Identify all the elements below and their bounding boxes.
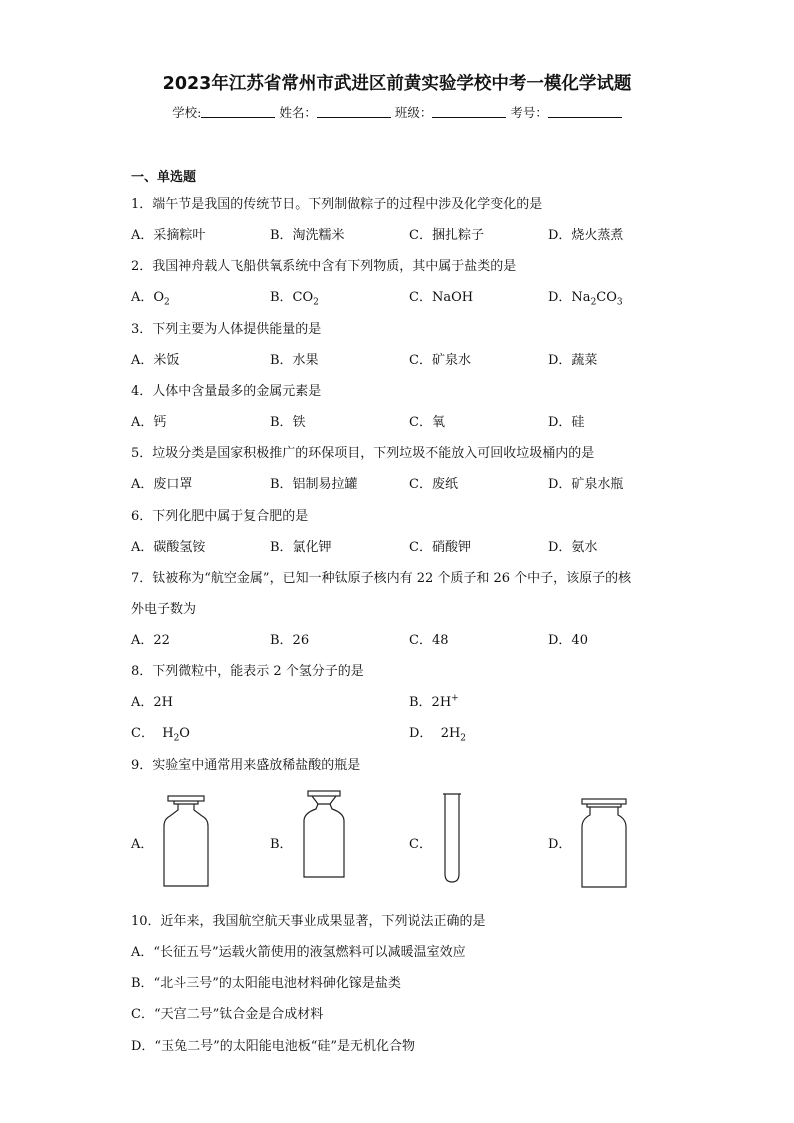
question-7-option-b[interactable]: B．26 xyxy=(270,633,310,648)
question-7-option-c[interactable]: C．48 xyxy=(409,633,449,648)
question-3-option-c[interactable]: C．矿泉水 xyxy=(409,353,471,368)
question-5-option-b[interactable]: B．铝制易拉罐 xyxy=(270,477,358,492)
question-4-stem: 4．人体中含量最多的金属元素是 xyxy=(131,384,322,399)
question-10-option-a[interactable]: A．“长征五号”运载火箭使用的液氢燃料可以减暖温室效应 xyxy=(131,945,466,960)
question-1-stem: 1．端午节是我国的传统节日。下列制做粽子的过程中涉及化学变化的是 xyxy=(131,197,543,212)
question-5-option-a[interactable]: A．废口罩 xyxy=(131,477,193,492)
school-label: 学校: xyxy=(172,105,202,120)
narrow-mouth-bottle-stopper-image xyxy=(298,789,350,881)
question-10-option-c[interactable]: C．“天宫二号”钛合金是合成材料 xyxy=(131,1007,324,1022)
question-2-option-c[interactable]: C．NaOH xyxy=(409,290,474,305)
question-8-option-c[interactable]: C． $H_2O$ xyxy=(131,726,190,744)
section-title: 一、单选题 xyxy=(131,170,197,185)
test-tube-image xyxy=(440,792,464,884)
question-8-option-d[interactable]: D． $2H_2$ xyxy=(409,726,467,744)
question-9-option-b[interactable]: B． xyxy=(270,837,293,852)
question-4-option-c[interactable]: C．氧 xyxy=(409,415,445,430)
question-2-option-b[interactable]: B．$CO_2$ xyxy=(270,290,319,308)
question-6-option-c[interactable]: C．硝酸钾 xyxy=(409,540,471,555)
narrow-mouth-bottle-ground-stopper-image xyxy=(158,794,214,890)
question-8-stem: 8．下列微粒中，能表示 2 个氢分子的是 xyxy=(131,664,364,679)
question-7-stem-line2: 外电子数为 xyxy=(131,602,197,617)
question-9-option-a[interactable]: A． xyxy=(131,837,154,852)
class-label: 班级： xyxy=(394,105,433,120)
question-1-option-d[interactable]: D．烧火蒸煮 xyxy=(548,228,624,243)
question-1-option-b[interactable]: B．淘洗糯米 xyxy=(270,228,345,243)
question-10-stem: 10．近年来，我国航空航天事业成果显著，下列说法正确的是 xyxy=(131,914,486,929)
name-blank[interactable] xyxy=(317,105,391,118)
question-6-option-b[interactable]: B．氯化钾 xyxy=(270,540,332,555)
question-9-stem: 9．实验室中通常用来盛放稀盐酸的瓶是 xyxy=(131,758,361,773)
question-2-option-a[interactable]: A．$O_2$ xyxy=(131,290,170,308)
question-5-option-d[interactable]: D．矿泉水瓶 xyxy=(548,477,624,492)
name-label: 姓名： xyxy=(279,105,317,120)
question-10-option-d[interactable]: D．“玉兔二号”的太阳能电池板“硅”是无机化合物 xyxy=(131,1039,416,1054)
question-8-option-b[interactable]: B．2H+ xyxy=(409,693,459,710)
student-info-line xyxy=(0,103,794,121)
question-4-option-b[interactable]: B．铁 xyxy=(270,415,306,430)
question-5-stem: 5．垃圾分类是国家积极推广的环保项目，下列垃圾不能放入可回收垃圾桶内的是 xyxy=(131,446,595,461)
question-4-option-d[interactable]: D．硅 xyxy=(548,415,585,430)
question-3-option-d[interactable]: D．蔬菜 xyxy=(548,353,598,368)
exam-no-blank[interactable] xyxy=(548,105,622,118)
question-3-option-a[interactable]: A．米饭 xyxy=(131,353,180,368)
question-9-option-d[interactable]: D． xyxy=(548,837,572,852)
question-4-option-a[interactable]: A．钙 xyxy=(131,415,167,430)
question-10-option-b[interactable]: B．“北斗三号”的太阳能电池材料砷化镓是盐类 xyxy=(131,976,401,991)
page-title: 2023年江苏省常州市武进区前黄实验学校中考一模化学试题 xyxy=(162,74,632,94)
question-3-stem: 3．下列主要为人体提供能量的是 xyxy=(131,322,322,337)
exam-no-label: 考号： xyxy=(510,105,548,120)
question-2-option-d[interactable]: D．$Na_2CO_3$ xyxy=(548,290,623,308)
wide-mouth-bottle-image xyxy=(578,797,630,891)
question-7-option-a[interactable]: A．22 xyxy=(131,633,170,648)
question-6-option-d[interactable]: D．氨水 xyxy=(548,540,598,555)
question-8-option-a[interactable]: A．2H xyxy=(131,695,173,710)
question-6-option-a[interactable]: A．碳酸氢铵 xyxy=(131,540,206,555)
question-9-option-c[interactable]: C． xyxy=(409,837,432,852)
question-1-option-a[interactable]: A．采摘粽叶 xyxy=(131,228,206,243)
class-blank[interactable] xyxy=(432,105,506,118)
question-1-option-c[interactable]: C．捆扎粽子 xyxy=(409,228,484,243)
question-5-option-c[interactable]: C．废纸 xyxy=(409,477,458,492)
question-7-stem-line1: 7．钛被称为“航空金属”，已知一种钛原子核内有 22 个质子和 26 个中子，该原子的核 xyxy=(131,571,632,586)
question-6-stem: 6．下列化肥中属于复合肥的是 xyxy=(131,509,309,524)
question-3-option-b[interactable]: B．水果 xyxy=(270,353,319,368)
question-2-stem: 2．我国神舟载人飞船供氧系统中含有下列物质，其中属于盐类的是 xyxy=(131,259,517,274)
school-blank[interactable] xyxy=(201,105,275,118)
question-7-option-d[interactable]: D．40 xyxy=(548,633,588,648)
